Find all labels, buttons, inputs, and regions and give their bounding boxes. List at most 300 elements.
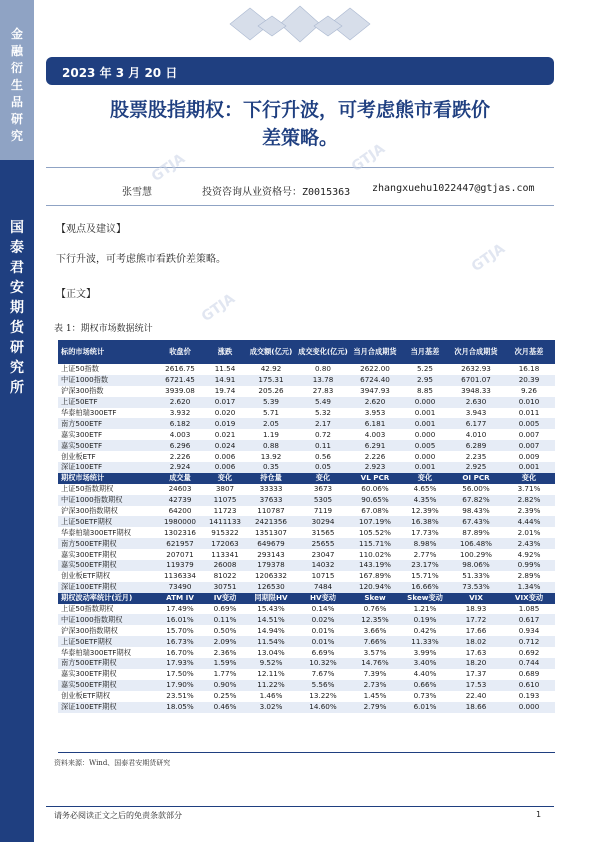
table-cell: HV变动	[297, 593, 349, 604]
table-cell: 18.93	[449, 604, 503, 615]
table-cell: 1.77%	[205, 669, 245, 680]
table-row	[58, 614, 555, 625]
options-data-table	[58, 340, 555, 752]
table-cell: 100.29%	[449, 549, 503, 560]
view-paragraph: 下行升波，可考虑熊市看跌价差策略。	[56, 254, 226, 265]
table-cell: 110787	[245, 506, 297, 517]
watermark: GTJA	[348, 140, 389, 176]
table-cell: 6.182	[155, 418, 205, 429]
table-cell: 1.45%	[349, 691, 401, 702]
table-row-label: 创业板ETF期权	[58, 571, 155, 582]
sidebar-bottom-band	[0, 160, 34, 842]
table-cell: 2.226	[349, 451, 401, 462]
table-cell: 30751	[205, 582, 245, 593]
table-cell: 30294	[297, 516, 349, 527]
table-cell: 13.92	[245, 451, 297, 462]
table-cell: 17.66	[449, 625, 503, 636]
table-cell: 17.49%	[155, 604, 205, 615]
table-cell: 0.007	[503, 440, 555, 451]
table-cell: 0.005	[401, 440, 449, 451]
table-cell: 2.95	[401, 375, 449, 386]
table-cell: 14.76%	[349, 658, 401, 669]
table-row-label: 南方500ETF期权	[58, 658, 155, 669]
table-cell: 3673	[297, 484, 349, 495]
table-header-row	[58, 593, 555, 604]
table-cell: 4.40%	[401, 669, 449, 680]
table-cell: 2.39%	[503, 506, 555, 517]
table-cell: 0.01%	[297, 625, 349, 636]
table-cell: 0.610	[503, 680, 555, 691]
table-cell: VIX变动	[503, 593, 555, 604]
table-cell: 73.53%	[449, 582, 503, 593]
table-cell: 16.01%	[155, 614, 205, 625]
table-row-label: 期权波动率统计(近月)	[58, 593, 155, 604]
table-cell: 27.83	[297, 386, 349, 397]
table-cell: 当月基差	[401, 340, 449, 364]
table-row-label: 嘉实500ETF期权	[58, 560, 155, 571]
table-cell: 0.020	[205, 408, 245, 419]
table-cell: 2.17	[297, 418, 349, 429]
table-cell: 0.017	[205, 397, 245, 408]
table-cell: VL PCR	[349, 473, 401, 484]
table-cell: 17.63	[449, 647, 503, 658]
table-row	[58, 375, 555, 386]
table-cell: 3939.08	[155, 386, 205, 397]
table-row	[58, 462, 555, 473]
table-cell: 2.73%	[349, 680, 401, 691]
table-cell: 19.74	[205, 386, 245, 397]
table-row-label: 深证100ETF期权	[58, 582, 155, 593]
table-cell: 31565	[297, 527, 349, 538]
table-row	[58, 386, 555, 397]
table-cell: 14.51%	[245, 614, 297, 625]
table-cell: 37633	[245, 495, 297, 506]
table-cell: 0.001	[401, 418, 449, 429]
table-cell: 11723	[205, 506, 245, 517]
table-cell: 5.39	[245, 397, 297, 408]
table-cell: 0.021	[205, 429, 245, 440]
table-cell: 0.000	[503, 702, 555, 713]
table-cell: ATM IV	[155, 593, 205, 604]
table-row	[58, 560, 555, 571]
table-row-label: 嘉实500ETF期权	[58, 680, 155, 691]
table-cell: 0.193	[503, 691, 555, 702]
table-cell: 113341	[205, 549, 245, 560]
table-cell: 1.46%	[245, 691, 297, 702]
table-cell: 变化	[401, 473, 449, 484]
table-cell: 26008	[205, 560, 245, 571]
table-cell: 5305	[297, 495, 349, 506]
view-heading: 【观点及建议】	[56, 224, 126, 235]
company-logo-icon	[200, 4, 400, 46]
table-cell: 1206332	[245, 571, 297, 582]
table-cell: 3.40%	[401, 658, 449, 669]
table-cell: 0.42%	[401, 625, 449, 636]
data-source: 资料来源：Wind、国泰君安期货研究	[54, 759, 171, 767]
table-cell: 17.37	[449, 669, 503, 680]
table-cell: 5.32	[297, 408, 349, 419]
table-cell: 56.00%	[449, 484, 503, 495]
table-row-label: 南方500ETF期权	[58, 538, 155, 549]
table-cell: 0.56	[297, 451, 349, 462]
table-cell: 2.924	[155, 462, 205, 473]
table-cell: 7.67%	[297, 669, 349, 680]
table-cell: 次月合成期货	[449, 340, 503, 364]
author-qualification: 投资咨询从业资格号：Z0015363	[202, 187, 351, 198]
table-row	[58, 604, 555, 615]
table-row	[58, 495, 555, 506]
table-cell: 0.019	[205, 418, 245, 429]
table-cell: 0.66%	[401, 680, 449, 691]
table-row-label: 嘉实300ETF	[58, 429, 155, 440]
table-row-label: 创业板ETF	[58, 451, 155, 462]
table-cell: 0.007	[503, 429, 555, 440]
table-row	[58, 429, 555, 440]
table-row-label: 沪深300指数	[58, 386, 155, 397]
table-row-label: 上证50ETF期权	[58, 636, 155, 647]
table-cell: 当月合成期货	[349, 340, 401, 364]
table-cell: 6701.07	[449, 375, 503, 386]
author-divider	[46, 205, 554, 206]
table-cell: 14032	[297, 560, 349, 571]
table-cell: 17.50%	[155, 669, 205, 680]
table-row-label: 华泰柏瑞300ETF期权	[58, 647, 155, 658]
table-cell: 0.744	[503, 658, 555, 669]
table-cell: 成交量	[155, 473, 205, 484]
table-cell: 4.003	[349, 429, 401, 440]
table-cell: 7484	[297, 582, 349, 593]
table-cell: 1.21%	[401, 604, 449, 615]
table-cell: 2.36%	[205, 647, 245, 658]
table-row	[58, 582, 555, 593]
table-row	[58, 702, 555, 713]
table-cell: 2.620	[155, 397, 205, 408]
table-row	[58, 669, 555, 680]
table-cell: 0.689	[503, 669, 555, 680]
table-cell: VIX	[449, 593, 503, 604]
table-cell: 变化	[503, 473, 555, 484]
table-cell: 7119	[297, 506, 349, 517]
table-cell: 4.003	[155, 429, 205, 440]
author-email[interactable]: zhangxuehu1022447@gtjas.com	[372, 183, 535, 194]
options-table	[58, 340, 555, 713]
table-cell: 3.66%	[349, 625, 401, 636]
table-cell: 14.60%	[297, 702, 349, 713]
table-cell: 3.943	[449, 408, 503, 419]
table-cell: 2.09%	[205, 636, 245, 647]
table-row	[58, 658, 555, 669]
table-cell: 1980000	[155, 516, 205, 527]
table-row	[58, 364, 555, 375]
table-cell: 3.932	[155, 408, 205, 419]
table-row	[58, 625, 555, 636]
table-row	[58, 484, 555, 495]
table-row-label: 深证100ETF	[58, 462, 155, 473]
table-row-label: 沪深300指数期权	[58, 506, 155, 517]
table-cell: 0.46%	[205, 702, 245, 713]
table-cell: 17.73%	[401, 527, 449, 538]
table-cell: 4.65%	[401, 484, 449, 495]
table-cell: 0.001	[503, 462, 555, 473]
table-row	[58, 527, 555, 538]
table-cell: 0.006	[205, 462, 245, 473]
table-cell: 25655	[297, 538, 349, 549]
table-cell: 0.19%	[401, 614, 449, 625]
table-cell: 13.22%	[297, 691, 349, 702]
table-cell: 3.71%	[503, 484, 555, 495]
table-cell: 23047	[297, 549, 349, 560]
footer-disclaimer: 请务必阅读正文之后的免责条款部分	[54, 811, 182, 820]
table-cell: 42739	[155, 495, 205, 506]
table-cell: 1411133	[205, 516, 245, 527]
table-cell: 20.39	[503, 375, 555, 386]
table-cell: 1302316	[155, 527, 205, 538]
table-row	[58, 680, 555, 691]
table-header-row	[58, 473, 555, 484]
table-row-label: 中证1000指数	[58, 375, 155, 386]
table-row-label: 华泰柏瑞300ETF期权	[58, 527, 155, 538]
table-cell: 5.56%	[297, 680, 349, 691]
table-cell: 5.71	[245, 408, 297, 419]
table-cell: 16.73%	[155, 636, 205, 647]
table-cell: 同期限HV	[245, 593, 297, 604]
table-cell: 207071	[155, 549, 205, 560]
table-cell: 2.01%	[503, 527, 555, 538]
table-cell: 81022	[205, 571, 245, 582]
table-cell: 0.14%	[297, 604, 349, 615]
table-cell: 115.71%	[349, 538, 401, 549]
table-row-label: 创业板ETF期权	[58, 691, 155, 702]
table-cell: 205.26	[245, 386, 297, 397]
table-cell: 2.630	[449, 397, 503, 408]
table-cell: 14.91	[205, 375, 245, 386]
table-cell: 18.20	[449, 658, 503, 669]
table-cell: 6.289	[449, 440, 503, 451]
table-cell: 0.617	[503, 614, 555, 625]
table-cell: 2.77%	[401, 549, 449, 560]
table-cell: 9.52%	[245, 658, 297, 669]
table-cell: 0.692	[503, 647, 555, 658]
table-cell: 2616.75	[155, 364, 205, 375]
table-cell: 73490	[155, 582, 205, 593]
table-row	[58, 636, 555, 647]
table-cell: 1.19	[245, 429, 297, 440]
table-row	[58, 506, 555, 517]
table-row	[58, 440, 555, 451]
table-header-row	[58, 340, 555, 364]
table-row	[58, 408, 555, 419]
table-cell: 0.001	[401, 408, 449, 419]
table-row-label: 嘉实500ETF	[58, 440, 155, 451]
table-row-label: 嘉实300ETF期权	[58, 669, 155, 680]
table-cell: 6724.40	[349, 375, 401, 386]
table-cell: 22.40	[449, 691, 503, 702]
table-cell: 293143	[245, 549, 297, 560]
date-banner	[46, 57, 554, 85]
table-cell: 3.953	[349, 408, 401, 419]
table-cell: 0.80	[297, 364, 349, 375]
table-cell: 0.73%	[401, 691, 449, 702]
table-cell: 51.33%	[449, 571, 503, 582]
table-cell: 16.70%	[155, 647, 205, 658]
table-cell: 2.43%	[503, 538, 555, 549]
sidebar-category-label: 金 融 衍 生 品 研 究	[10, 27, 23, 143]
table-cell: 179378	[245, 560, 297, 571]
table-cell: 17.53	[449, 680, 503, 691]
table-cell: 1.34%	[503, 582, 555, 593]
table-cell: 1136334	[155, 571, 205, 582]
table-cell: 9.26	[503, 386, 555, 397]
author-name: 张雪慧	[122, 187, 152, 198]
table-cell: 6.296	[155, 440, 205, 451]
table-cell: 次月基差	[503, 340, 555, 364]
table-row-label: 期权市场统计	[58, 473, 155, 484]
watermark: GTJA	[468, 240, 509, 276]
table-cell: 0.934	[503, 625, 555, 636]
table-cell: 3807	[205, 484, 245, 495]
table-cell: 0.011	[503, 408, 555, 419]
table-cell: 0.25%	[205, 691, 245, 702]
table-cell: 2.235	[449, 451, 503, 462]
table-cell: 0.69%	[205, 604, 245, 615]
table-cell: 11.54%	[245, 636, 297, 647]
table-cell: 18.02	[449, 636, 503, 647]
table-cell: 119379	[155, 560, 205, 571]
table-cell: 16.66%	[401, 582, 449, 593]
table-cell: 17.93%	[155, 658, 205, 669]
table-cell: 2421356	[245, 516, 297, 527]
table-cell: OI PCR	[449, 473, 503, 484]
table-cell: 变化	[297, 473, 349, 484]
table-cell: 12.35%	[349, 614, 401, 625]
table-cell: 67.08%	[349, 506, 401, 517]
body-heading: 【正文】	[56, 289, 96, 300]
table-cell: 167.89%	[349, 571, 401, 582]
table-row-label: 嘉实300ETF期权	[58, 549, 155, 560]
table-cell: 15.71%	[401, 571, 449, 582]
table-cell: 6721.45	[155, 375, 205, 386]
table-cell: 18.05%	[155, 702, 205, 713]
table-cell: 3.99%	[401, 647, 449, 658]
watermark: GTJA	[148, 150, 189, 186]
table-row-label: 上证50ETF期权	[58, 516, 155, 527]
table-cell: 11.33%	[401, 636, 449, 647]
table-cell: 0.010	[503, 397, 555, 408]
table-cell: 4.010	[449, 429, 503, 440]
table-cell: 6.181	[349, 418, 401, 429]
table-row	[58, 647, 555, 658]
table-cell: 成交变化(亿元)	[297, 340, 349, 364]
table-row-label: 深证100ETF期权	[58, 702, 155, 713]
table-cell: 3948.33	[449, 386, 503, 397]
table-cell: 42.92	[245, 364, 297, 375]
table-cell: 16.38%	[401, 516, 449, 527]
sidebar-top-band	[0, 0, 34, 160]
table-cell: 64200	[155, 506, 205, 517]
report-title	[46, 96, 554, 152]
table-cell: 15.43%	[245, 604, 297, 615]
table-cell: 2.79%	[349, 702, 401, 713]
table-cell: 13.04%	[245, 647, 297, 658]
table-cell: 0.72	[297, 429, 349, 440]
table-cell: 涨跌	[205, 340, 245, 364]
table-cell: 5.49	[297, 397, 349, 408]
table-cell: 23.51%	[155, 691, 205, 702]
table-cell: 2.923	[349, 462, 401, 473]
table-cell: 621957	[155, 538, 205, 549]
table-cell: 3.57%	[349, 647, 401, 658]
table-cell: 2.226	[155, 451, 205, 462]
table-cell: 0.000	[401, 451, 449, 462]
table-cell: 11.22%	[245, 680, 297, 691]
footer-divider	[46, 806, 554, 807]
table-cell: 23.17%	[401, 560, 449, 571]
table-cell: 2632.93	[449, 364, 503, 375]
table-cell: 16.18	[503, 364, 555, 375]
table-row	[58, 451, 555, 462]
table-cell: 24603	[155, 484, 205, 495]
table-cell: 6.291	[349, 440, 401, 451]
table-row-label: 中证1000指数期权	[58, 614, 155, 625]
table-cell: 1351307	[245, 527, 297, 538]
table-row	[58, 538, 555, 549]
table-cell: 0.001	[401, 462, 449, 473]
table-cell: 6.177	[449, 418, 503, 429]
table-cell: 10715	[297, 571, 349, 582]
table-cell: 60.06%	[349, 484, 401, 495]
table-cell: 0.009	[503, 451, 555, 462]
title-divider	[46, 167, 554, 168]
table-cell: 0.90%	[205, 680, 245, 691]
report-title-line-1: 股票股指期权：下行升波，可考虑熊市看跌价	[109, 99, 490, 121]
table-cell: 2.05	[245, 418, 297, 429]
table-cell: 12.39%	[401, 506, 449, 517]
table-row-label: 标的市场统计	[58, 340, 155, 364]
table-cell: 7.39%	[349, 669, 401, 680]
table-cell: 0.006	[205, 451, 245, 462]
table-cell: 0.35	[245, 462, 297, 473]
table-cell: 18.66	[449, 702, 503, 713]
table-cell: Skew	[349, 593, 401, 604]
table-cell: 0.11%	[205, 614, 245, 625]
table-row	[58, 549, 555, 560]
table-cell: 6.69%	[297, 647, 349, 658]
table-cell: 90.65%	[349, 495, 401, 506]
table-cell: 12.11%	[245, 669, 297, 680]
table-cell: 0.05	[297, 462, 349, 473]
table-cell: 11075	[205, 495, 245, 506]
table-cell: 8.98%	[401, 538, 449, 549]
table-cell: 2.620	[349, 397, 401, 408]
table-cell: 87.89%	[449, 527, 503, 538]
table-cell: 6.01%	[401, 702, 449, 713]
table-cell: 0.88	[245, 440, 297, 451]
table-cell: 915322	[205, 527, 245, 538]
table-cell: 0.50%	[205, 625, 245, 636]
table-cell: 5.25	[401, 364, 449, 375]
watermark: GTJA	[198, 290, 239, 326]
table-cell: 4.44%	[503, 516, 555, 527]
table-cell: 0.000	[401, 397, 449, 408]
table-cell: 2.925	[449, 462, 503, 473]
table-cell: 4.35%	[401, 495, 449, 506]
table-row	[58, 571, 555, 582]
table-cell: 3947.93	[349, 386, 401, 397]
table-cell: 67.43%	[449, 516, 503, 527]
table-cell: 67.82%	[449, 495, 503, 506]
table-cell: 0.712	[503, 636, 555, 647]
table-row-label: 上证50指数	[58, 364, 155, 375]
